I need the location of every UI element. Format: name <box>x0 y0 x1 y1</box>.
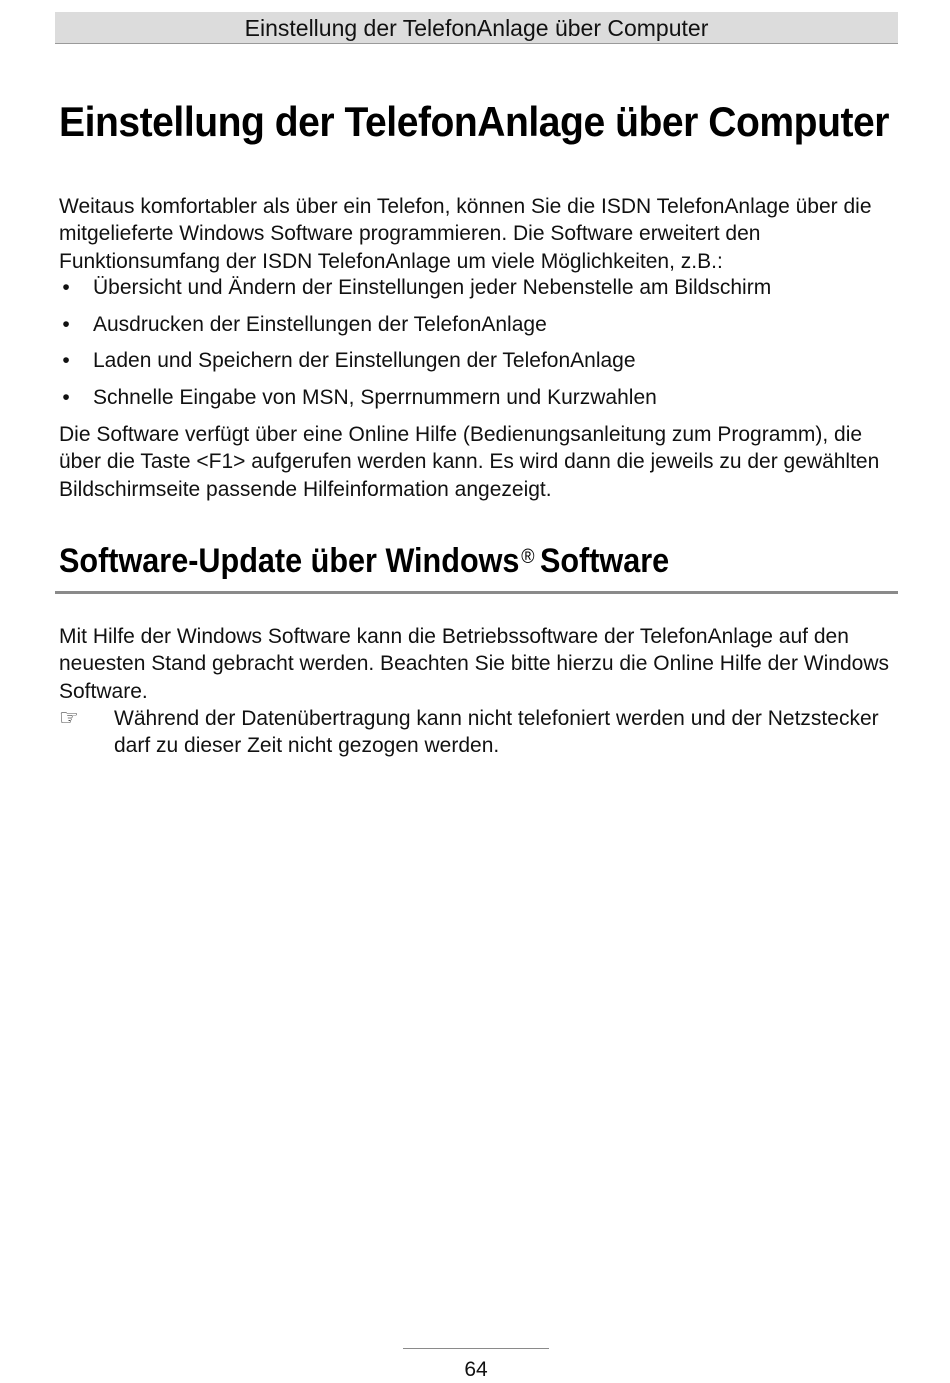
section-title-text: Software-Update über Windows <box>59 542 520 580</box>
list-item-text: Ausdrucken der Einstellungen der TelefonAnlage <box>93 312 547 336</box>
bullet-icon: • <box>62 276 70 299</box>
list-item <box>59 347 904 374</box>
section-title-suffix: Software <box>539 542 670 580</box>
list-item-text: Schnelle Eingabe von MSN, Sperrnummern und Kurzwahlen <box>93 386 657 410</box>
intro-paragraph: Weitaus komfortabler als über ein Telefon, können Sie die ISDN TelefonAnlage über die mitgelieferte Windows Software programmieren. Die Software erweitert den Funktionsumfang der ISDN TelefonAnlage um viele Möglichkeiten, z.B.: <box>59 195 872 273</box>
list-item <box>59 384 904 411</box>
list-item-text: Laden und Speichern der Einstellungen der TelefonAnlage <box>93 349 636 373</box>
bullet-icon: • <box>62 349 70 373</box>
feature-list <box>59 274 904 421</box>
footer-divider <box>403 1348 549 1349</box>
running-header: Einstellung der TelefonAnlage über Computer <box>55 12 898 44</box>
update-paragraph: Mit Hilfe der Windows Software kann die Betriebssoftware der TelefonAnlage auf den neuesten Stand gebracht werden. Beachten Sie bitte hierzu die Online Hilfe der Windows Software. <box>59 625 889 703</box>
bullet-icon: • <box>62 386 70 410</box>
registered-mark: ® <box>521 546 535 568</box>
page-number: 64 <box>464 1358 488 1381</box>
help-paragraph: Die Software verfügt über eine Online Hilfe (Bedienungsanleitung zum Programm), die über die Taste <F1> aufgerufen werden kann. Es wird dann die jeweils zu der gewählten Bildschirmseite passende Hilfeinformation angezeigt. <box>59 423 880 501</box>
list-item <box>59 311 904 338</box>
note <box>59 705 904 760</box>
pointing-hand-icon: ☞ <box>59 706 79 731</box>
section-divider <box>55 591 898 594</box>
note-text: Während der Datenübertragung kann nicht telefoniert werden und der Netzstecker darf zu dieser Zeit nicht gezogen werden. <box>114 707 879 758</box>
list-item <box>59 274 904 301</box>
page-title: Einstellung der TelefonAnlage über Computer <box>59 98 890 145</box>
list-item-text: Übersicht und Ändern der Einstellungen jeder Nebenstelle am Bildschirm <box>93 276 772 299</box>
bullet-icon: • <box>62 312 70 336</box>
section-title <box>59 537 669 585</box>
